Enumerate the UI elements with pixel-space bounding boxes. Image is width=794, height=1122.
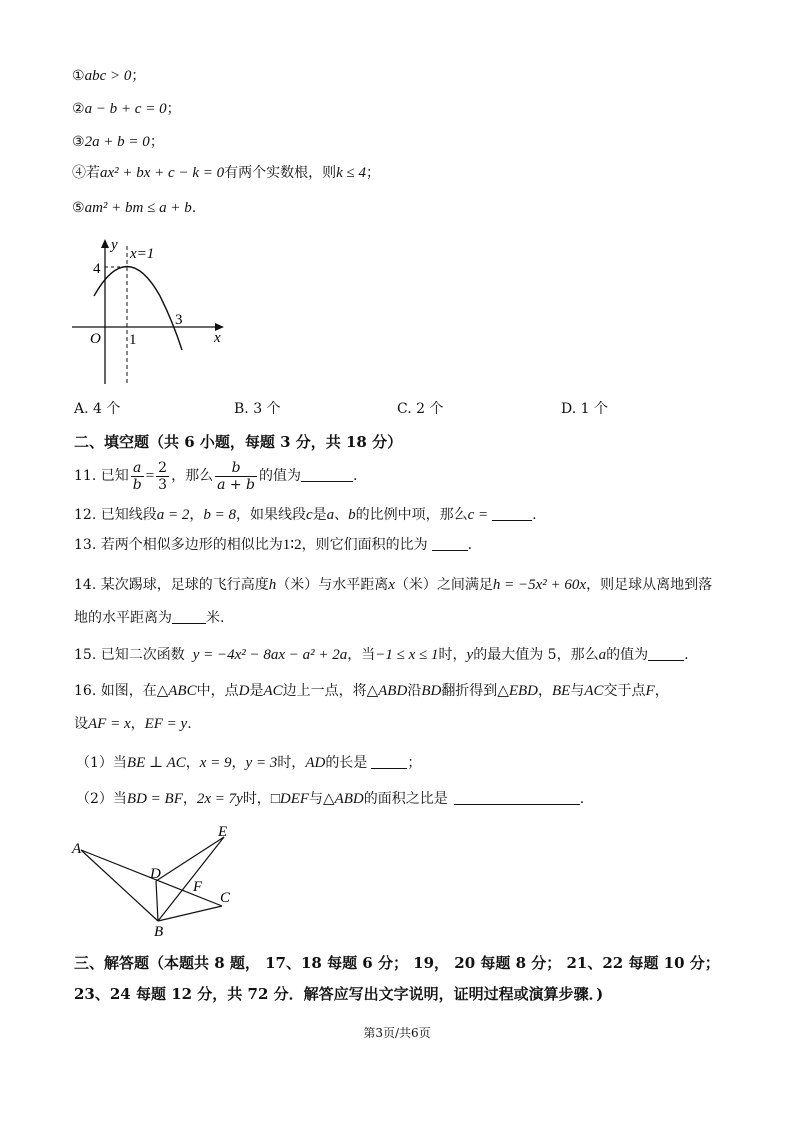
- question-14-line-1: 14. 某次踢球，足球的飞行高度h（米）与水平距离x（米）之间满足h = −5x² + 60x，则足球从离地到落: [74, 577, 713, 593]
- fraction-b-over-a-plus-b: $\frac{b}{a + b}$: [217, 459, 256, 493]
- question-15: 15. 已知二次函数 y = −4x² − 8ax − a² + 2a，当−1 ≤ x ≤ 1时，y的最大值为 5，那么a的值为 .: [74, 647, 689, 663]
- question-14-line-2: 地的水平距离为 米.: [74, 610, 225, 626]
- label-D: D: [150, 866, 161, 882]
- label-F: F: [193, 879, 203, 895]
- page-footer: 第3页/共6页: [363, 1026, 431, 1040]
- answer-blank-11[interactable]: [301, 467, 353, 482]
- question-16-line-1: 16. 如图，在△ABC中，点D是AC边上一点，将△ABD沿BD翻折得到△EBD，BE与AC交于点F，: [74, 683, 669, 699]
- question-16-sub-2: （2）当BD = BF，2x = 7y时，□DEF与△ABD的面积之比是 .: [76, 791, 585, 807]
- statement-4: ④若ax² + bx + c − k = 0有两个实数根，则k ≤ 4；: [72, 165, 381, 181]
- triangle-figure: [66, 820, 246, 942]
- y-axis-arrow: [101, 239, 109, 248]
- question-11: 11. 已知 $\frac{a}{b}$ = $\frac{2}{3}$ ，那么 $\frac{b}{a + b}$ 的值为 .: [74, 459, 358, 493]
- section-2-title: 二、填空题（共 6 小题，每题 3 分，共 18 分）: [74, 433, 403, 451]
- statement-2: ②a − b + c = 0；: [72, 101, 181, 117]
- statement-5: ⑤am² + bm ≤ a + b.: [72, 200, 197, 216]
- x-tick-3: 3: [175, 312, 183, 328]
- x-tick-1: 1: [129, 332, 137, 348]
- fraction-a-over-b: $\frac{a}{b}$: [132, 459, 142, 493]
- section-3-line-2: 23、24 每题 12 分，共 72 分．解答应写出文字说明，证明过程或演算步骤．): [74, 985, 604, 1003]
- fraction-2-over-3: $\frac{2}{3}$: [158, 459, 168, 493]
- question-12: 12. 已知线段a = 2，b = 8，如果线段c是a、b的比例中项，那么c = .: [74, 507, 537, 523]
- y-tick-4: 4: [93, 261, 101, 277]
- section-3-line-1: 三、解答题（本题共 8 题， 17、18 每题 6 分； 19， 20 每题 8 分； 21、22 每题 10 分；: [74, 954, 720, 972]
- statement-1: ①abc > 0；: [72, 68, 146, 84]
- y-label: y: [111, 237, 118, 253]
- segment-DE: [156, 837, 224, 881]
- answer-blank-15[interactable]: [648, 646, 684, 661]
- segment-AB: [81, 850, 158, 921]
- x-label: x: [214, 330, 221, 346]
- label-E: E: [218, 824, 228, 840]
- parabola-curve: [94, 267, 182, 351]
- answer-blank-12[interactable]: [492, 506, 532, 521]
- label-B: B: [154, 924, 164, 940]
- option-d: D. 1 个: [561, 401, 608, 417]
- parabola-graph: [68, 232, 238, 392]
- origin-label: O: [90, 331, 101, 347]
- statement-3: ③2a + b = 0；: [72, 134, 164, 150]
- label-C: C: [220, 890, 231, 906]
- axis-line-label: x=1: [130, 246, 155, 262]
- question-13: 13. 若两个相似多边形的相似比为1∶2，则它们面积的比为 .: [74, 537, 473, 553]
- answer-blank-14[interactable]: [172, 609, 206, 624]
- question-16-line-2: 设AF = x，EF = y.: [74, 716, 192, 732]
- question-16-sub-1: （1）当BE ⊥ AC，x = 9，y = 3时，AD的长是 ；: [76, 755, 422, 771]
- option-a: A. 4 个: [74, 401, 121, 417]
- answer-blank-13[interactable]: [432, 536, 468, 551]
- answer-blank-16-1[interactable]: [371, 754, 407, 769]
- label-A: A: [72, 841, 82, 857]
- option-c: C. 2 个: [397, 401, 444, 417]
- segment-BD: [156, 881, 158, 921]
- answer-blank-16-2[interactable]: [454, 790, 580, 805]
- option-b: B. 3 个: [234, 401, 281, 417]
